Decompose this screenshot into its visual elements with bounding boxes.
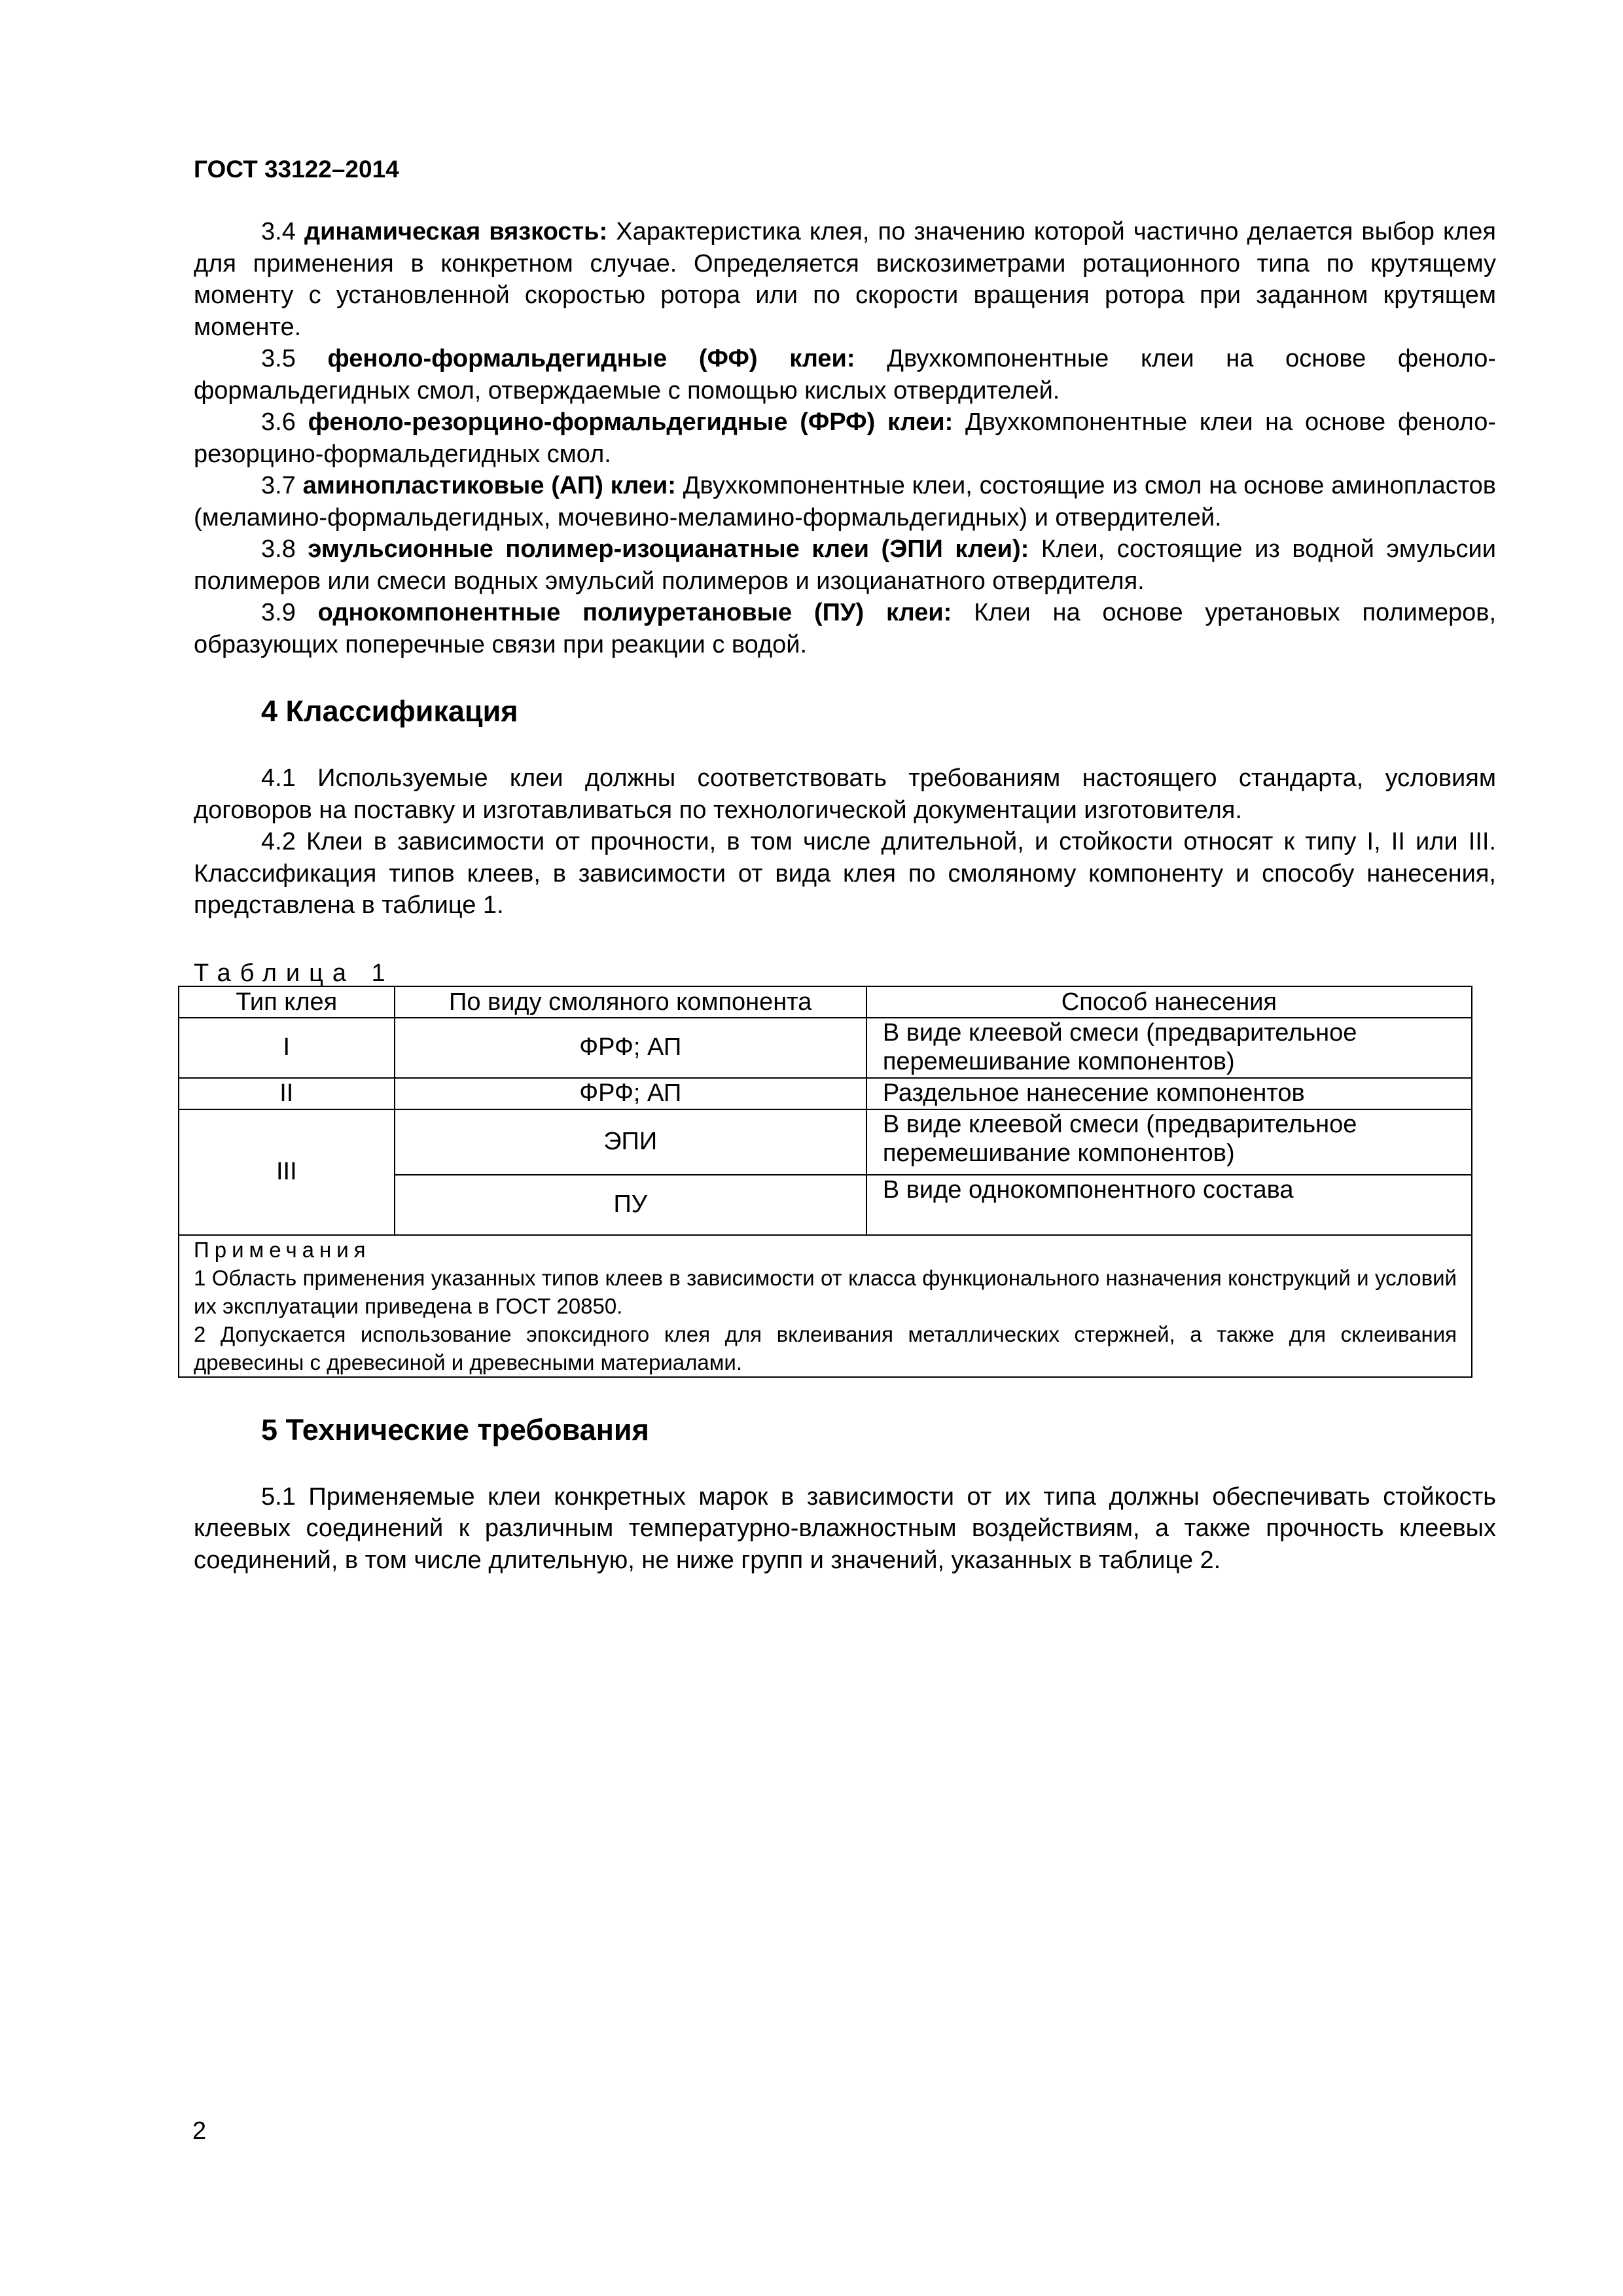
term-3-9: 3.9 однокомпонентные полиуретановые (ПУ) клеи: Клеи на основе уретановых полимеров, образующих поперечные связи при реакции с водой. <box>194 599 1497 658</box>
table-cell-type: III <box>179 1109 395 1235</box>
column-header: Тип клея <box>179 986 395 1018</box>
table-cell-method: Раздельное нанесение компонентов <box>866 1078 1472 1109</box>
term-title: аминопластиковые (АП) клеи: <box>302 472 676 499</box>
term-definition: Клеи, состоящие из водной эмульсии полимеров или смеси водных эмульсий полимеров и изоцианатного отвердителя. <box>194 535 1497 595</box>
table-cell-type: II <box>179 1078 395 1109</box>
term-definition: Клеи на основе уретановых полимеров, образующих поперечные связи при реакции с водой. <box>194 599 1497 658</box>
term-definition: Двухкомпонентные клеи, состоящие из смол на основе аминопластов (меламино-формальдегидных, мочевино-меламино-формальдегидных) и отвердителей. <box>194 472 1496 531</box>
column-header: Способ нанесения <box>866 986 1472 1018</box>
table-cell-method: В виде однокомпонентного состава <box>866 1175 1472 1235</box>
term-3-7: 3.7 аминопластиковые (АП) клеи: Двухкомпонентные клеи, состоящие из смол на основе аминопластов (меламино-формальдегидных, мочевино-меламино-формальдегидных) и отвердителей. <box>194 472 1496 531</box>
table-row <box>179 1078 1472 1109</box>
document-header: ГОСТ 33122–2014 <box>194 156 399 183</box>
term-definition: Двухкомпонентные клеи на основе феноло-формальдегидных смол, отверждаемые с помощью кислых отвердителей. <box>194 345 1496 404</box>
table-cell-resin: ЭПИ <box>395 1109 866 1175</box>
table-notes <box>179 1235 1472 1377</box>
page-number: 2 <box>192 2117 207 2145</box>
term-definition: Характеристика клея, по значению которой частично делается выбор клея для применения в конкретном случае. Определяется вискозиметрами ротационного типа по крутящему моменту с установленной скоростью ротора или по скорости вращения ротора при заданном крутящем моменте. <box>194 218 1496 341</box>
table-row <box>179 1018 1472 1078</box>
table-cell-resin: ФРФ; АП <box>395 1018 866 1078</box>
note-item: 1 Область применения указанных типов клеев в зависимости от класса функционального назначения конструкций и условий их эксплуатации приведена в ГОСТ 20850. <box>194 1265 1457 1318</box>
term-3-8: 3.8 эмульсионные полимер-изоцианатные клеи (ЭПИ клеи): Клеи, состоящие из водной эмульсии полимеров или смеси водных эмульсий полимеров и изоцианатного отвердителя. <box>194 535 1497 595</box>
column-header: По виду смоляного компонента <box>395 986 866 1018</box>
term-title: феноло-формальдегидные (ФФ) клеи: <box>327 345 855 372</box>
note-item: 2 Допускается использование эпоксидного клея для вклеивания металлических стержней, а также для склеивания древесины с древесиной и древесными материалами. <box>194 1321 1457 1374</box>
classification-table <box>178 986 1472 1378</box>
table-1-wrapper <box>178 986 1472 1378</box>
paragraph-5-1: 5.1 Применяемые клеи конкретных марок в зависимости от их типа должны обеспечивать стойкость клеевых соединений к различным температурно-влажностным воздействиям, а также прочность клеевых соединений, в том числе длительную, не ниже групп и значений, указанных в таблице 2. <box>194 1482 1496 1574</box>
section-5-title: 5 Технические требования <box>261 1412 649 1446</box>
table-cell-method: В виде клеевой смеси (предварительное перемешивание компонентов) <box>866 1109 1472 1175</box>
section-4-title: 4 Классификация <box>261 694 518 728</box>
table-caption: Таблица 1 <box>194 959 395 987</box>
paragraph-4-1: 4.1 Используемые клеи должны соответствовать требованиям настоящего стандарта, условиям договоров на поставку и изготавливаться по технологической документации изготовителя. <box>194 764 1496 824</box>
table-cell-type: I <box>179 1018 395 1078</box>
table-row <box>179 1109 1472 1175</box>
table-header-row <box>179 986 1472 1018</box>
table-notes-row <box>179 1235 1472 1377</box>
term-definition: Двухкомпонентные клеи на основе феноло- резорцино-формальдегидных смол. <box>194 408 1497 468</box>
term-3-6: 3.6 феноло-резорцино-формальдегидные (ФРФ) клеи: Двухкомпонентные клеи на основе феноло- резорцино-формальдегидных смол. <box>194 408 1497 468</box>
notes-title: Примечания <box>194 1237 371 1262</box>
term-title: однокомпонентные полиуретановые (ПУ) клеи: <box>317 599 952 626</box>
term-3-5: 3.5 феноло-формальдегидные (ФФ) клеи: Двухкомпонентные клеи на основе феноло-формальдегидных смол, отверждаемые с помощью кислых отвердителей. <box>194 345 1496 404</box>
term-title: динамическая вязкость: <box>304 218 608 245</box>
term-3-4: 3.4 динамическая вязкость: Характеристика клея, по значению которой частично делается выбор клея для применения в конкретном случае. Определяется вискозиметрами ротационного типа по крутящему моменту с установленной скоростью ротора или по скорости вращения ротора при заданном крутящем моменте. <box>194 218 1496 341</box>
document-body <box>194 216 1496 1576</box>
table-cell-resin: ПУ <box>395 1175 866 1235</box>
table-cell-resin: ФРФ; АП <box>395 1078 866 1109</box>
term-title: эмульсионные полимер-изоцианатные клеи (ЭПИ клеи): <box>308 535 1029 563</box>
term-title: феноло-резорцино-формальдегидные (ФРФ) клеи: <box>308 408 954 436</box>
table-cell-method: В виде клеевой смеси (предварительное перемешивание компонентов) <box>866 1018 1472 1078</box>
paragraph-4-2: 4.2 Клеи в зависимости от прочности, в том числе длительной, и стойкости относят к типу I, II или III. Классификация типов клеев, в зависимости от вида клея по смоляному компоненту и способу нанесения, представлена в таблице 1. <box>194 828 1496 919</box>
